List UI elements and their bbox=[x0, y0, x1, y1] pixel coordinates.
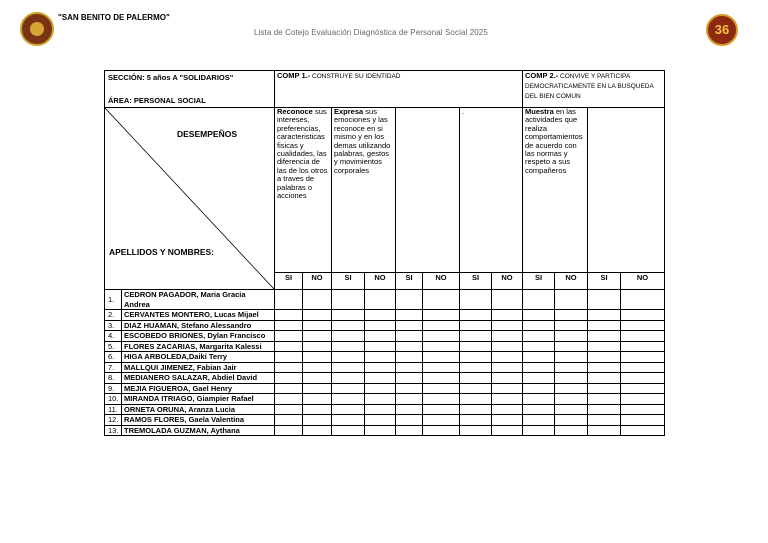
check-cell[interactable] bbox=[523, 373, 555, 384]
row-number: 1. bbox=[105, 290, 122, 310]
check-cell[interactable] bbox=[332, 310, 365, 321]
row-number: 2. bbox=[105, 310, 122, 321]
check-cell[interactable] bbox=[423, 404, 460, 415]
check-cell[interactable] bbox=[621, 362, 665, 373]
check-cell[interactable] bbox=[492, 331, 523, 342]
apellidos-label: APELLIDOS Y NOMBRES: bbox=[109, 247, 215, 257]
no-column-header: NO bbox=[492, 272, 523, 289]
check-cell[interactable] bbox=[275, 352, 303, 363]
check-cell[interactable] bbox=[492, 341, 523, 352]
check-cell[interactable] bbox=[460, 383, 492, 394]
check-cell[interactable] bbox=[396, 415, 423, 426]
table-row bbox=[105, 425, 665, 436]
check-cell[interactable] bbox=[621, 425, 665, 436]
check-cell[interactable] bbox=[365, 341, 396, 352]
check-cell[interactable] bbox=[396, 320, 423, 331]
check-cell[interactable] bbox=[492, 320, 523, 331]
indicator-1: Reconoce sus intereses, preferencias, caracteristicas fisicas y cualidades, las diferencia de las de los otros a traves de palabras o acciones bbox=[275, 108, 332, 273]
check-cell[interactable] bbox=[275, 290, 303, 310]
check-cell[interactable] bbox=[275, 320, 303, 331]
row-number: 7. bbox=[105, 362, 122, 373]
check-cell[interactable] bbox=[523, 320, 555, 331]
check-cell[interactable] bbox=[460, 362, 492, 373]
check-cell[interactable] bbox=[555, 331, 588, 342]
check-cell[interactable] bbox=[332, 290, 365, 310]
check-cell[interactable] bbox=[555, 404, 588, 415]
row-number: 11. bbox=[105, 404, 122, 415]
check-cell[interactable] bbox=[396, 352, 423, 363]
check-cell[interactable] bbox=[303, 425, 332, 436]
check-cell[interactable] bbox=[523, 310, 555, 321]
check-cell[interactable] bbox=[365, 362, 396, 373]
desempenos-header-cell bbox=[105, 108, 275, 290]
check-cell[interactable] bbox=[332, 373, 365, 384]
check-cell[interactable] bbox=[523, 394, 555, 405]
check-cell[interactable] bbox=[588, 362, 621, 373]
check-cell[interactable] bbox=[523, 425, 555, 436]
row-number: 6. bbox=[105, 352, 122, 363]
check-cell[interactable] bbox=[275, 425, 303, 436]
check-cell[interactable] bbox=[492, 394, 523, 405]
row-number: 10. bbox=[105, 394, 122, 405]
check-cell[interactable] bbox=[423, 362, 460, 373]
check-cell[interactable] bbox=[423, 373, 460, 384]
check-cell[interactable] bbox=[523, 352, 555, 363]
check-cell[interactable] bbox=[275, 383, 303, 394]
check-cell[interactable] bbox=[523, 341, 555, 352]
check-cell[interactable] bbox=[275, 394, 303, 405]
si-column-header: SI bbox=[523, 272, 555, 289]
check-cell[interactable] bbox=[396, 394, 423, 405]
check-cell[interactable] bbox=[365, 394, 396, 405]
check-cell[interactable] bbox=[588, 331, 621, 342]
section-area-cell bbox=[105, 71, 275, 108]
check-cell[interactable] bbox=[332, 362, 365, 373]
row-number: 3. bbox=[105, 320, 122, 331]
check-cell[interactable] bbox=[460, 320, 492, 331]
check-cell[interactable] bbox=[332, 383, 365, 394]
check-cell[interactable] bbox=[492, 362, 523, 373]
check-cell[interactable] bbox=[365, 310, 396, 321]
desempenos-label: DESEMPEÑOS bbox=[177, 129, 237, 139]
check-cell[interactable] bbox=[588, 310, 621, 321]
indicator-5: Muestra en las actividades que realiza comportamientos de acuerdo con las normas y respeto a sus compañeros bbox=[523, 108, 588, 273]
table-row bbox=[105, 290, 665, 310]
indicator-2: Expresa sus emociones y las reconoce en si mismo y en los demas utilizando palabras, gestos y movimientos corporales bbox=[332, 108, 396, 273]
table-row bbox=[105, 404, 665, 415]
check-cell[interactable] bbox=[396, 373, 423, 384]
check-cell[interactable] bbox=[460, 341, 492, 352]
no-column-header: NO bbox=[555, 272, 588, 289]
check-cell[interactable] bbox=[555, 425, 588, 436]
check-cell[interactable] bbox=[460, 352, 492, 363]
no-column-header: NO bbox=[423, 272, 460, 289]
check-cell[interactable] bbox=[423, 425, 460, 436]
check-cell[interactable] bbox=[423, 394, 460, 405]
check-cell[interactable] bbox=[588, 415, 621, 426]
indicator-4: . bbox=[460, 108, 523, 273]
check-cell[interactable] bbox=[275, 404, 303, 415]
check-cell[interactable] bbox=[332, 425, 365, 436]
check-cell[interactable] bbox=[303, 290, 332, 310]
check-cell[interactable] bbox=[621, 373, 665, 384]
student-name: ORNETA ORUNA, Aranza Lucìa bbox=[122, 404, 275, 415]
student-name: MEDIANERO SALAZAR, Abdiel David bbox=[122, 373, 275, 384]
check-cell[interactable] bbox=[588, 394, 621, 405]
no-column-header: NO bbox=[303, 272, 332, 289]
indicator-6 bbox=[588, 108, 665, 273]
check-cell[interactable] bbox=[303, 404, 332, 415]
check-cell[interactable] bbox=[460, 331, 492, 342]
check-cell[interactable] bbox=[365, 404, 396, 415]
check-cell[interactable] bbox=[396, 290, 423, 310]
check-cell[interactable] bbox=[332, 352, 365, 363]
check-cell[interactable] bbox=[621, 341, 665, 352]
table-row bbox=[105, 320, 665, 331]
check-cell[interactable] bbox=[332, 394, 365, 405]
check-cell[interactable] bbox=[588, 352, 621, 363]
check-cell[interactable] bbox=[621, 404, 665, 415]
check-cell[interactable] bbox=[460, 310, 492, 321]
check-cell[interactable] bbox=[423, 320, 460, 331]
check-cell[interactable] bbox=[460, 415, 492, 426]
check-cell[interactable] bbox=[492, 404, 523, 415]
check-cell[interactable] bbox=[303, 320, 332, 331]
check-cell[interactable] bbox=[523, 331, 555, 342]
check-cell[interactable] bbox=[588, 383, 621, 394]
check-cell[interactable] bbox=[396, 383, 423, 394]
check-cell[interactable] bbox=[365, 425, 396, 436]
check-cell[interactable] bbox=[396, 404, 423, 415]
check-cell[interactable] bbox=[555, 341, 588, 352]
check-cell[interactable] bbox=[555, 352, 588, 363]
student-name: CEDRON PAGADOR, Maria Gracia Andrea bbox=[122, 290, 275, 310]
check-cell[interactable] bbox=[460, 394, 492, 405]
check-cell[interactable] bbox=[555, 362, 588, 373]
student-name: MIRANDA ITRIAGO, Giampier Rafael bbox=[122, 394, 275, 405]
si-column-header: SI bbox=[588, 272, 621, 289]
student-name: RAMOS FLORES, Gaela Valentina bbox=[122, 415, 275, 426]
check-cell[interactable] bbox=[275, 373, 303, 384]
check-cell[interactable] bbox=[492, 373, 523, 384]
check-cell[interactable] bbox=[588, 320, 621, 331]
check-cell[interactable] bbox=[365, 320, 396, 331]
check-cell[interactable] bbox=[460, 425, 492, 436]
row-number: 5. bbox=[105, 341, 122, 352]
check-cell[interactable] bbox=[555, 320, 588, 331]
check-cell[interactable] bbox=[365, 373, 396, 384]
check-cell[interactable] bbox=[460, 290, 492, 310]
check-cell[interactable] bbox=[365, 415, 396, 426]
check-cell[interactable] bbox=[303, 373, 332, 384]
table-row bbox=[105, 310, 665, 321]
row-number: 8. bbox=[105, 373, 122, 384]
check-cell[interactable] bbox=[423, 331, 460, 342]
check-cell[interactable] bbox=[555, 383, 588, 394]
check-cell[interactable] bbox=[588, 290, 621, 310]
check-cell[interactable] bbox=[423, 383, 460, 394]
checklist-table bbox=[104, 70, 665, 436]
check-cell[interactable] bbox=[365, 352, 396, 363]
check-cell[interactable] bbox=[460, 373, 492, 384]
comp1-text: CONSTRUYE SU IDENTIDAD bbox=[310, 73, 401, 80]
check-cell[interactable] bbox=[303, 415, 332, 426]
row-number: 13. bbox=[105, 425, 122, 436]
check-cell[interactable] bbox=[396, 362, 423, 373]
table-row bbox=[105, 373, 665, 384]
row-number: 9. bbox=[105, 383, 122, 394]
check-cell[interactable] bbox=[588, 341, 621, 352]
si-column-header: SI bbox=[332, 272, 365, 289]
check-cell[interactable] bbox=[332, 404, 365, 415]
check-cell[interactable] bbox=[303, 310, 332, 321]
check-cell[interactable] bbox=[621, 310, 665, 321]
check-cell[interactable] bbox=[492, 290, 523, 310]
check-cell[interactable] bbox=[332, 320, 365, 331]
student-name: ESCOBEDO BRIONES, Dylan Francisco bbox=[122, 331, 275, 342]
check-cell[interactable] bbox=[396, 341, 423, 352]
check-cell[interactable] bbox=[588, 404, 621, 415]
check-cell[interactable] bbox=[332, 341, 365, 352]
comp2-text: CONVIVE Y PARTICIPA DEMOCRATICAMENTE EN LA BUSQUEDA DEL BIEN COMUN bbox=[525, 73, 654, 100]
document-title: Lista de Cotejo Evaluación Diagnóstica de Personal Social 2025 bbox=[254, 28, 488, 37]
comp2-prefix: COMP 2.- bbox=[525, 71, 559, 80]
check-cell[interactable] bbox=[492, 383, 523, 394]
check-cell[interactable] bbox=[275, 415, 303, 426]
table-row bbox=[105, 331, 665, 342]
si-column-header: SI bbox=[460, 272, 492, 289]
check-cell[interactable] bbox=[396, 310, 423, 321]
check-cell[interactable] bbox=[275, 362, 303, 373]
check-cell[interactable] bbox=[555, 310, 588, 321]
check-cell[interactable] bbox=[523, 404, 555, 415]
check-cell[interactable] bbox=[396, 425, 423, 436]
check-cell[interactable] bbox=[275, 341, 303, 352]
area-label: ÁREA: PERSONAL SOCIAL bbox=[108, 96, 206, 105]
check-cell[interactable] bbox=[523, 415, 555, 426]
check-cell[interactable] bbox=[365, 331, 396, 342]
check-cell[interactable] bbox=[332, 415, 365, 426]
competency-2-header bbox=[523, 71, 665, 108]
check-cell[interactable] bbox=[303, 331, 332, 342]
check-cell[interactable] bbox=[523, 290, 555, 310]
student-rows bbox=[105, 290, 665, 436]
student-name: DIAZ HUAMAN, Stefano Alessandro bbox=[122, 320, 275, 331]
check-cell[interactable] bbox=[492, 425, 523, 436]
student-name: HIGA ARBOLEDA,Daiki Terry bbox=[122, 352, 275, 363]
table-row bbox=[105, 362, 665, 373]
check-cell[interactable] bbox=[621, 394, 665, 405]
check-cell[interactable] bbox=[555, 290, 588, 310]
student-name: MALLQUI JIMENEZ, Fabian Jair bbox=[122, 362, 275, 373]
student-name: MEJIA FIGUEROA, Gael Henry bbox=[122, 383, 275, 394]
school-name: "SAN BENITO DE PALERMO" bbox=[58, 13, 170, 22]
table-row bbox=[105, 383, 665, 394]
student-name: CERVANTES MONTERO, Lucas Mijael bbox=[122, 310, 275, 321]
check-cell[interactable] bbox=[423, 310, 460, 321]
check-cell[interactable] bbox=[423, 415, 460, 426]
check-cell[interactable] bbox=[555, 394, 588, 405]
competency-1-header bbox=[275, 71, 523, 108]
check-cell[interactable] bbox=[492, 352, 523, 363]
check-cell[interactable] bbox=[275, 331, 303, 342]
table-row bbox=[105, 341, 665, 352]
check-cell[interactable] bbox=[523, 362, 555, 373]
check-cell[interactable] bbox=[423, 290, 460, 310]
check-cell[interactable] bbox=[621, 331, 665, 342]
check-cell[interactable] bbox=[303, 362, 332, 373]
check-cell[interactable] bbox=[423, 352, 460, 363]
check-cell[interactable] bbox=[621, 383, 665, 394]
check-cell[interactable] bbox=[303, 394, 332, 405]
check-cell[interactable] bbox=[365, 383, 396, 394]
si-column-header: SI bbox=[396, 272, 423, 289]
school-crest-logo bbox=[20, 12, 54, 46]
check-cell[interactable] bbox=[492, 310, 523, 321]
check-cell[interactable] bbox=[303, 352, 332, 363]
section-label: SECCIÓN: 5 años A "SOLIDARIOS" bbox=[108, 73, 234, 82]
student-name: FLORES ZACARIAS, Margarita Kalessi bbox=[122, 341, 275, 352]
check-cell[interactable] bbox=[492, 415, 523, 426]
check-cell[interactable] bbox=[332, 331, 365, 342]
check-cell[interactable] bbox=[588, 373, 621, 384]
check-cell[interactable] bbox=[303, 383, 332, 394]
check-cell[interactable] bbox=[460, 404, 492, 415]
check-cell[interactable] bbox=[365, 290, 396, 310]
check-cell[interactable] bbox=[621, 320, 665, 331]
row-number: 12. bbox=[105, 415, 122, 426]
check-cell[interactable] bbox=[588, 425, 621, 436]
si-column-header: SI bbox=[275, 272, 303, 289]
check-cell[interactable] bbox=[396, 331, 423, 342]
check-cell[interactable] bbox=[523, 383, 555, 394]
check-cell[interactable] bbox=[303, 341, 332, 352]
table-row bbox=[105, 394, 665, 405]
check-cell[interactable] bbox=[621, 415, 665, 426]
anniversary-logo: 36 bbox=[706, 14, 738, 46]
check-cell[interactable] bbox=[423, 341, 460, 352]
student-name: TREMOLADA GUZMAN, Aythana bbox=[122, 425, 275, 436]
check-cell[interactable] bbox=[555, 373, 588, 384]
no-column-header: NO bbox=[365, 272, 396, 289]
comp1-prefix: COMP 1.- bbox=[277, 71, 311, 80]
table-row bbox=[105, 352, 665, 363]
check-cell[interactable] bbox=[621, 290, 665, 310]
check-cell[interactable] bbox=[555, 415, 588, 426]
no-column-header: NO bbox=[621, 272, 665, 289]
indicator-3 bbox=[396, 108, 460, 273]
table-row bbox=[105, 415, 665, 426]
check-cell[interactable] bbox=[621, 352, 665, 363]
row-number: 4. bbox=[105, 331, 122, 342]
check-cell[interactable] bbox=[275, 310, 303, 321]
